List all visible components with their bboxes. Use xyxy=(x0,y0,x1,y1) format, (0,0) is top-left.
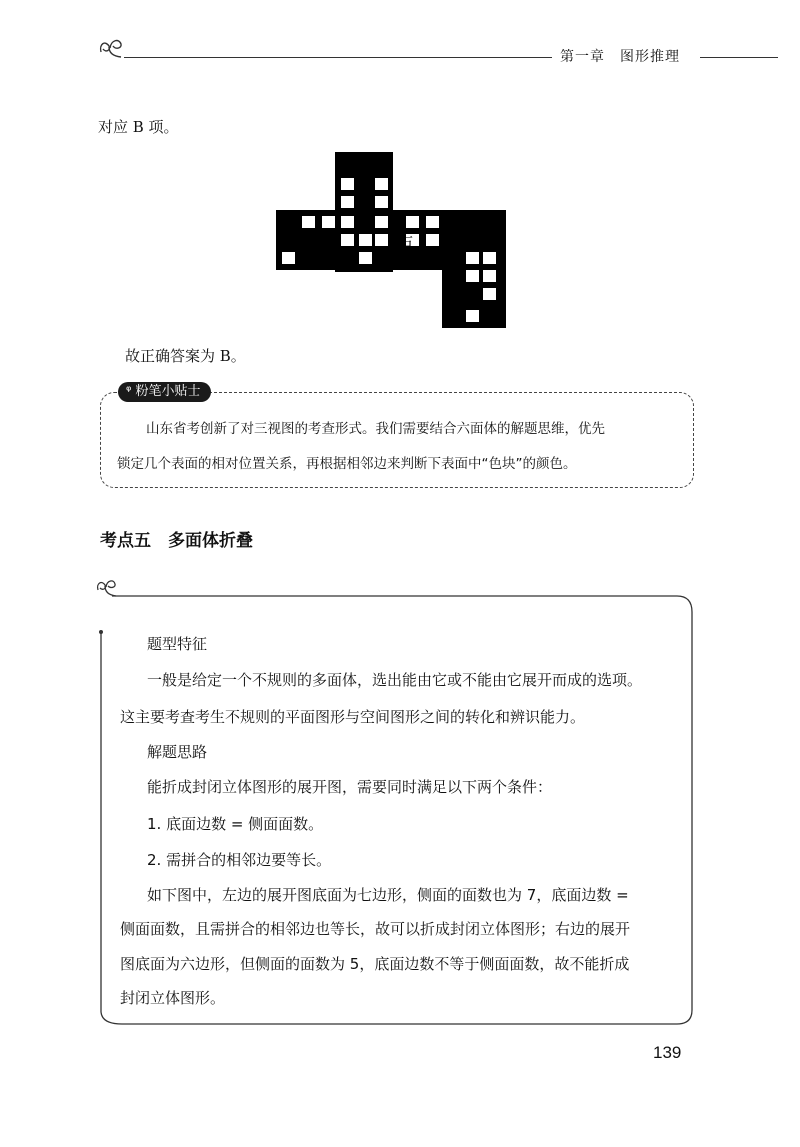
net-cell xyxy=(426,216,439,228)
net-cell xyxy=(375,196,388,208)
keypoint-para2: 能折成封闭立体图形的展开图，需要同时满足以下两个条件： xyxy=(147,778,553,796)
net-cell xyxy=(375,234,388,246)
net-cell xyxy=(375,216,388,228)
net-cell xyxy=(359,252,372,264)
keypoint-para1-line1: 一般是给定一个不规则的多面体，选出能由它或不能由它展开而成的选项。 xyxy=(147,671,643,689)
keypoint-heading-2: 解题思路 xyxy=(147,743,208,761)
net-cell xyxy=(426,234,439,246)
header-rule-right xyxy=(700,57,778,58)
net-cell xyxy=(282,252,295,264)
net-cell xyxy=(341,216,354,228)
net-cell xyxy=(341,196,354,208)
net-cell xyxy=(375,178,388,190)
keypoint-para3-line4: 封闭立体图形。 xyxy=(120,989,226,1007)
face-label-left: 左 xyxy=(299,232,315,250)
net-cell xyxy=(466,310,479,322)
face-label-right: 右 xyxy=(398,232,414,250)
header-rule-left xyxy=(124,57,552,58)
net-cell xyxy=(359,234,372,246)
keypoint-item-2: 2. 需拼合的相邻边要等长。 xyxy=(147,851,332,869)
face-label-back: 背 xyxy=(467,232,483,250)
section-title: 考点五 多面体折叠 xyxy=(100,531,253,551)
net-cell xyxy=(483,288,496,300)
net-cell xyxy=(302,216,315,228)
keypoint-para3-line1: 如下图中，左边的展开图底面为七边形，侧面的面数也为 7，底面边数 = xyxy=(147,886,629,904)
tip-badge-label: 粉笔小贴士 xyxy=(135,384,201,399)
answer-text: 故正确答案为 B。 xyxy=(125,347,246,365)
tip-line-2: 锁定几个表面的相对位置关系，再根据相邻边来判断下表面中“色块”的颜色。 xyxy=(117,456,577,472)
keypoint-heading-1: 题型特征 xyxy=(147,635,208,653)
page-number: 139 xyxy=(653,1043,682,1062)
keypoint-para3-line3: 图底面为六边形，但侧面的面数为 5，底面边数不等于侧面面数，故不能折成 xyxy=(120,955,630,973)
net-cell xyxy=(322,216,335,228)
tip-badge xyxy=(118,382,211,402)
sprout-small-icon: ᵠ xyxy=(126,384,132,399)
net-cell xyxy=(341,178,354,190)
cube-net-figure xyxy=(276,152,506,330)
chapter-title: 第一章 图形推理 xyxy=(560,49,680,65)
keypoint-para3-line2: 侧面面数，且需拼合的相邻边也等长，故可以折成封闭立体图形；右边的展开 xyxy=(120,920,631,938)
net-cell xyxy=(483,252,496,264)
net-cell xyxy=(466,270,479,282)
net-cell xyxy=(466,252,479,264)
net-cell xyxy=(483,270,496,282)
sprout-icon xyxy=(97,34,127,60)
net-cell xyxy=(341,234,354,246)
intro-text: 对应 B 项。 xyxy=(98,118,179,136)
keypoint-para1-line2: 这主要考查考生不规则的平面图形与空间图形之间的转化和辨识能力。 xyxy=(120,708,586,726)
tip-box xyxy=(100,392,694,488)
net-cell xyxy=(406,216,419,228)
keypoint-item-1: 1. 底面边数 = 侧面面数。 xyxy=(147,815,324,833)
sprout-icon-frame xyxy=(98,581,116,596)
tip-line-1: 山东省考创新了对三视图的考查形式。我们需要结合六面体的解题思维，优先 xyxy=(146,421,605,437)
